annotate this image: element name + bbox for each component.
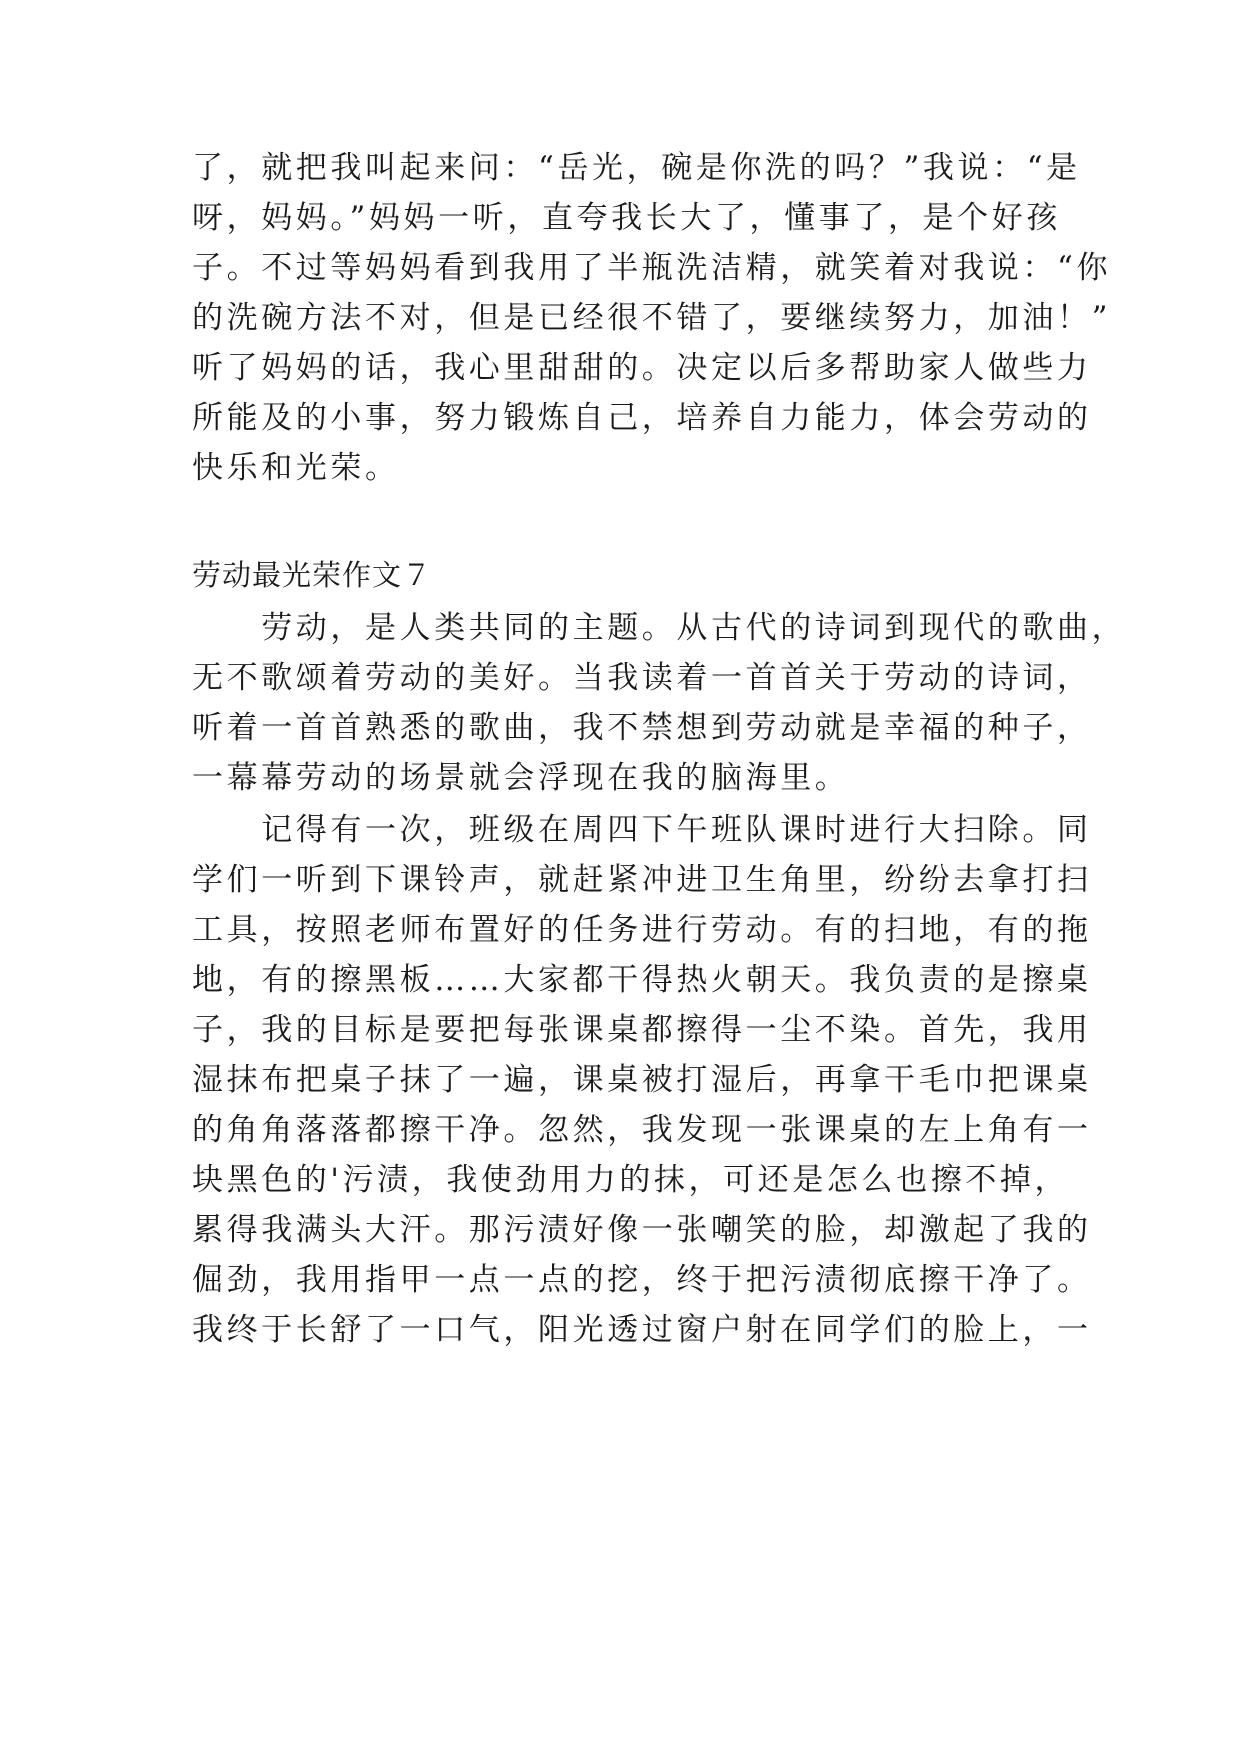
paragraph-line: 呀，妈妈。”妈妈一听，直夸我长大了，懂事了，是个好孩 <box>192 200 1061 236</box>
paragraph-line: 了，就把我叫起来问：“岳光，碗是你洗的吗？”我说：“是 <box>192 150 1081 186</box>
paragraph-line: 子，我的目标是要把每张课桌都擦得一尘不染。首先，我用 <box>192 1012 1092 1048</box>
paragraph-line: 倔劲，我用指甲一点一点的挖，终于把污渍彻底擦干净了。 <box>192 1262 1092 1298</box>
paragraph-line: 学们一听到下课铃声，就赶紧冲进卫生角里，纷纷去拿打扫 <box>192 862 1092 898</box>
paragraph-line: 的洗碗方法不对，但是已经很不错了，要继续努力，加油！” <box>192 300 1112 336</box>
paragraph-line: 记得有一次，班级在周四下午班队课时进行大扫除。同 <box>192 812 1092 848</box>
paragraph-line: 块黑色的'污渍，我使劲用力的抹，可还是怎么也擦不掉， <box>192 1162 1070 1198</box>
section-title: 劳动最光荣作文７ <box>192 558 433 592</box>
paragraph-line: 劳动，是人类共同的主题。从古代的诗词到现代的歌曲， <box>192 610 1127 646</box>
paragraph-line: 我终于长舒了一口气，阳光透过窗户射在同学们的脸上，一 <box>192 1312 1092 1348</box>
paragraph-line: 累得我满头大汗。那污渍好像一张嘲笑的脸，却激起了我的 <box>192 1212 1092 1248</box>
paragraph-line: 听着一首首熟悉的歌曲，我不禁想到劳动就是幸福的种子， <box>192 710 1092 746</box>
paragraph-line: 湿抹布把桌子抹了一遍，课桌被打湿后，再拿干毛巾把课桌 <box>192 1062 1092 1098</box>
paragraph-line: 所能及的小事，努力锻炼自己，培养自力能力，体会劳动的 <box>192 400 1092 436</box>
paragraph-line: 的角角落落都擦干净。忽然，我发现一张课桌的左上角有一 <box>192 1112 1092 1148</box>
paragraph-line: 快乐和光荣。 <box>192 450 400 486</box>
paragraph-line: 一幕幕劳动的场景就会浮现在我的脑海里。 <box>192 760 850 796</box>
paragraph-line: 工具，按照老师布置好的任务进行劳动。有的扫地，有的拖 <box>192 912 1092 948</box>
paragraph-line: 听了妈妈的话，我心里甜甜的。决定以后多帮助家人做些力 <box>192 350 1092 386</box>
paragraph-line: 子。不过等妈妈看到我用了半瓶洗洁精，就笑着对我说：“你 <box>192 250 1112 286</box>
paragraph-line: 无不歌颂着劳动的美好。当我读着一首首关于劳动的诗词， <box>192 660 1092 696</box>
paragraph-line: 地，有的擦黑板……大家都干得热火朝天。我负责的是擦桌 <box>192 962 1092 998</box>
